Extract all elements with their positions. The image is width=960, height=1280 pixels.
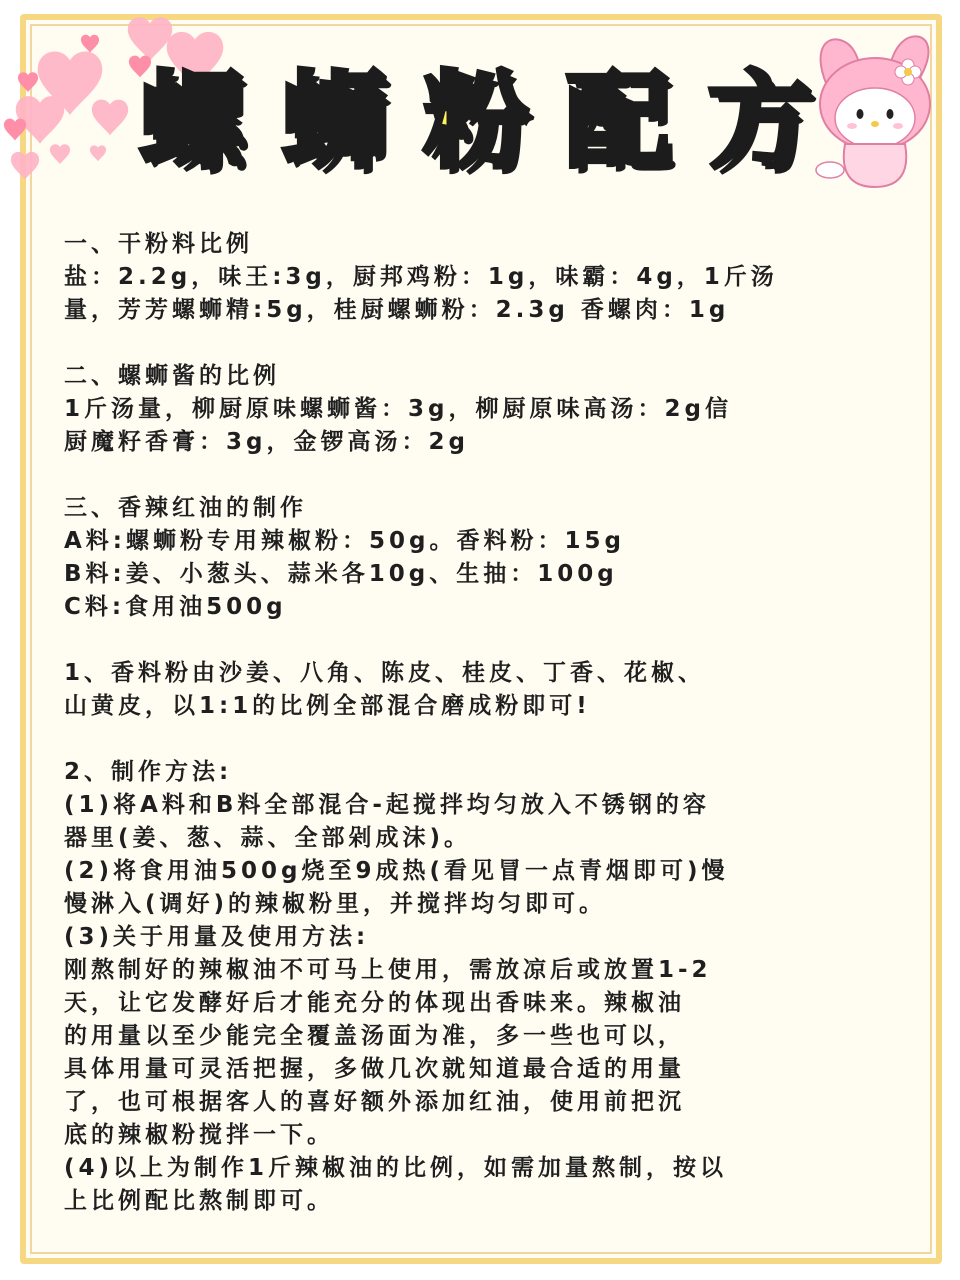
text-line: B料:姜、小葱头、蒜米各10g、生抽：100g <box>64 561 618 587</box>
text-line: 盐：2.2g，味王:3g，厨邦鸡粉：1g，味霸：4g，1斤汤 <box>64 264 778 290</box>
text-line: 厨魔籽香膏：3g，金锣高汤：2g <box>64 429 469 455</box>
recipe-content <box>64 228 924 1251</box>
text-line: 二、螺蛳酱的比例 <box>64 363 280 389</box>
text-line: 一、干粉料比例 <box>64 231 253 257</box>
text-line: 具体用量可灵活把握，多做几次就知道最合适的用量 <box>64 1056 685 1082</box>
section-snail-sauce-ratio <box>64 360 924 459</box>
text-line: 天，让它发酵好后才能充分的体现出香味来。辣椒油 <box>64 990 685 1016</box>
section-chili-oil <box>64 492 924 624</box>
text-line: 上比例配比熬制即可。 <box>64 1188 334 1214</box>
text-line: 1斤汤量，柳厨原味螺蛳酱：3g，柳厨原味高汤：2g信 <box>64 396 732 422</box>
text-line: (3)关于用量及使用方法: <box>64 924 370 950</box>
text-line: C料:食用油500g <box>64 594 287 620</box>
text-line: (1)将A料和B料全部混合-起搅拌均匀放入不锈钢的容 <box>64 792 710 818</box>
section-dry-powder-ratio <box>64 228 924 327</box>
text-line: 2、制作方法: <box>64 759 233 785</box>
text-line: 底的辣椒粉搅拌一下。 <box>64 1122 334 1148</box>
text-line: 量，芳芳螺蛳精:5g，桂厨螺蛳粉：2.3g 香螺肉：1g <box>64 297 730 323</box>
section-method <box>64 756 924 1218</box>
text-line: 了，也可根据客人的喜好额外添加红油，使用前把沉 <box>64 1089 685 1115</box>
page-title: 螺蛳粉配方 <box>139 60 850 182</box>
text-line: (2)将食用油500g烧至9成热(看见冒一点青烟即可)慢 <box>64 858 729 884</box>
text-line: 的用量以至少能完全覆盖汤面为准，多一些也可以， <box>64 1023 685 1049</box>
text-line: 器里(姜、葱、蒜、全部剁成沫)。 <box>64 825 472 851</box>
text-line: 山黄皮，以1:1的比例全部混合磨成粉即可! <box>64 693 591 719</box>
text-line: 慢淋入(调好)的辣椒粉里，并搅拌均匀即可。 <box>64 891 607 917</box>
text-line: 三、香辣红油的制作 <box>64 495 307 521</box>
section-spice-powder <box>64 657 924 723</box>
text-line: 刚熬制好的辣椒油不可马上使用，需放凉后或放置1-2 <box>64 957 712 983</box>
text-line: A料:螺蛳粉专用辣椒粉：50g。香料粉：15g <box>64 528 625 554</box>
text-line: (4)以上为制作1斤辣椒油的比例，如需加量熬制，按以 <box>64 1155 728 1181</box>
text-line: 1、香料粉由沙姜、八角、陈皮、桂皮、丁香、花椒、 <box>64 660 706 686</box>
